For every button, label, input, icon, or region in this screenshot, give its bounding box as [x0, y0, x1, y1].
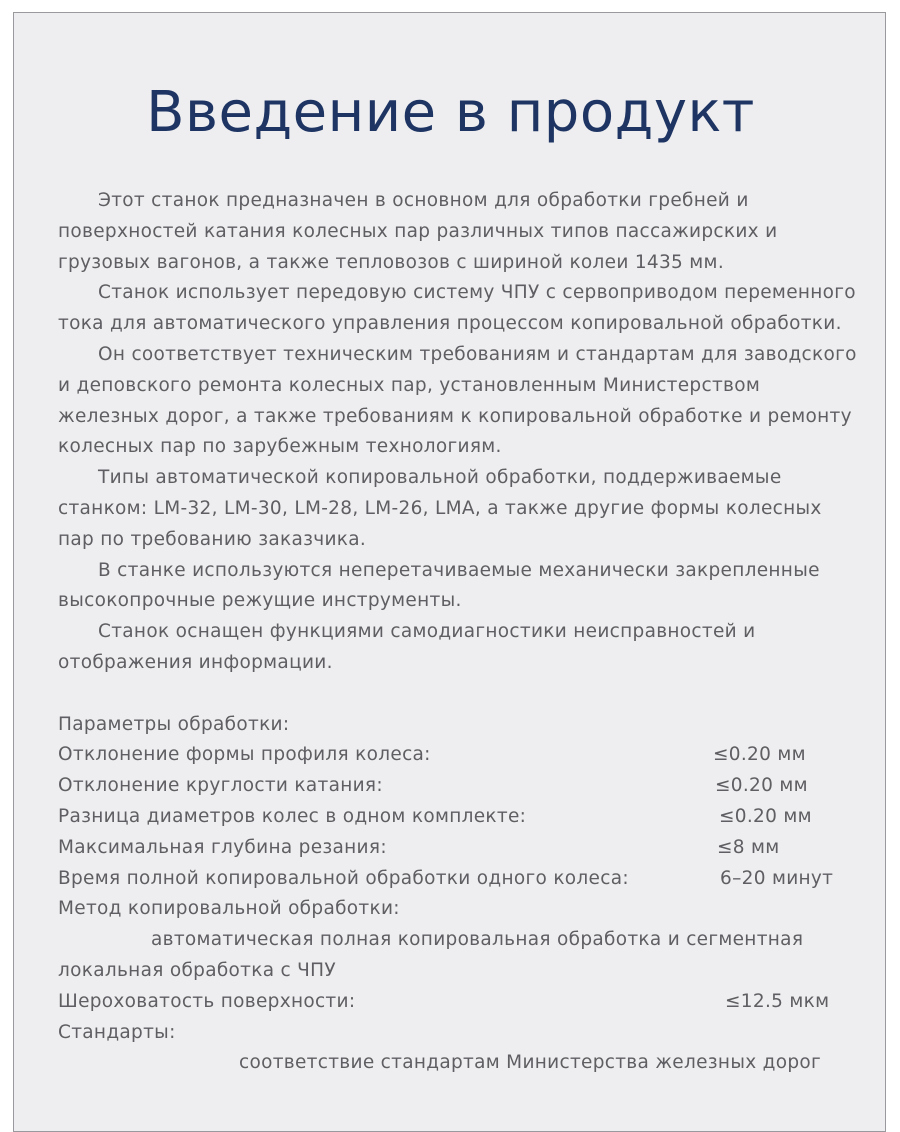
param-label: Отклонение формы профиля колеса:: [58, 744, 431, 766]
param-row-roughness: [58, 987, 858, 1018]
paragraph-profile-types: Типы автоматической копировальной обработки, поддерживаемые станком: LM-32, LM-30, LM-28, LM-26, LMA, а также другие формы колесных пар по требованию заказчика.: [58, 467, 822, 550]
param-value: ≤0.20 мм: [715, 775, 808, 797]
document-page: [13, 12, 886, 1132]
param-label: Шероховатость поверхности:: [58, 990, 356, 1012]
paragraph-cutting-tools: В станке используются неперетачиваемые механически закрепленные высокопрочные режущие инструменты.: [58, 559, 820, 612]
paragraph-requirements: Он соответствует техническим требованиям и стандартам для заводского и деповского ремонта колесных пар, установленным Министерством железных дорог, а также требованиям к копировальной обработке и ремонту колесных пар по зарубежным технологиям.: [58, 343, 857, 458]
document-body: [58, 186, 858, 1079]
param-label: Разница диаметров колес в одном комплекте:: [58, 805, 527, 827]
param-row-machining-time: [58, 864, 858, 895]
param-standards-value: соответствие стандартам Министерства железных дорог: [239, 1052, 822, 1074]
param-label: Стандарты:: [58, 1021, 176, 1043]
param-label: Отклонение круглости катания:: [58, 775, 383, 797]
param-value: 6–20 минут: [720, 867, 834, 889]
paragraph-purpose: Этот станок предназначен в основном для обработки гребней и поверхностей катания колесных пар различных типов пассажирских и грузовых вагонов, а также тепловозов с шириной колеи 1435 мм.: [58, 190, 778, 273]
section-spacer: [58, 679, 858, 710]
page-title: Введение в продукт: [146, 80, 755, 145]
param-method-value: автоматическая полная копировальная обработка и сегментная локальная обработка с ЧПУ: [58, 929, 804, 981]
parameters-section: [58, 710, 858, 1080]
param-row-method: [58, 894, 858, 925]
param-row-diameter-difference: [58, 802, 858, 833]
paragraph-diagnostics: Станок оснащен функциями самодиагностики неисправностей и отображения информации.: [58, 621, 756, 673]
paragraph-cnc-system: Станок использует передовую систему ЧПУ с сервоприводом переменного тока для автоматического управления процессом копировальной обработки.: [58, 282, 856, 335]
param-value: ≤8 мм: [717, 836, 780, 858]
param-row-profile-deviation: [58, 740, 858, 771]
parameters-heading: Параметры обработки:: [58, 713, 290, 735]
param-label: Максимальная глубина резания:: [58, 836, 387, 858]
param-row-standards: [58, 1018, 858, 1049]
param-value: ≤0.20 мм: [719, 805, 812, 827]
param-value: ≤0.20 мм: [713, 744, 806, 766]
param-row-cutting-depth: [58, 833, 858, 864]
param-value: ≤12.5 мкм: [725, 990, 830, 1012]
param-row-roundness-deviation: [58, 771, 858, 802]
param-label: Время полной копировальной обработки одного колеса:: [58, 867, 629, 889]
param-label: Метод копировальной обработки:: [58, 898, 400, 920]
